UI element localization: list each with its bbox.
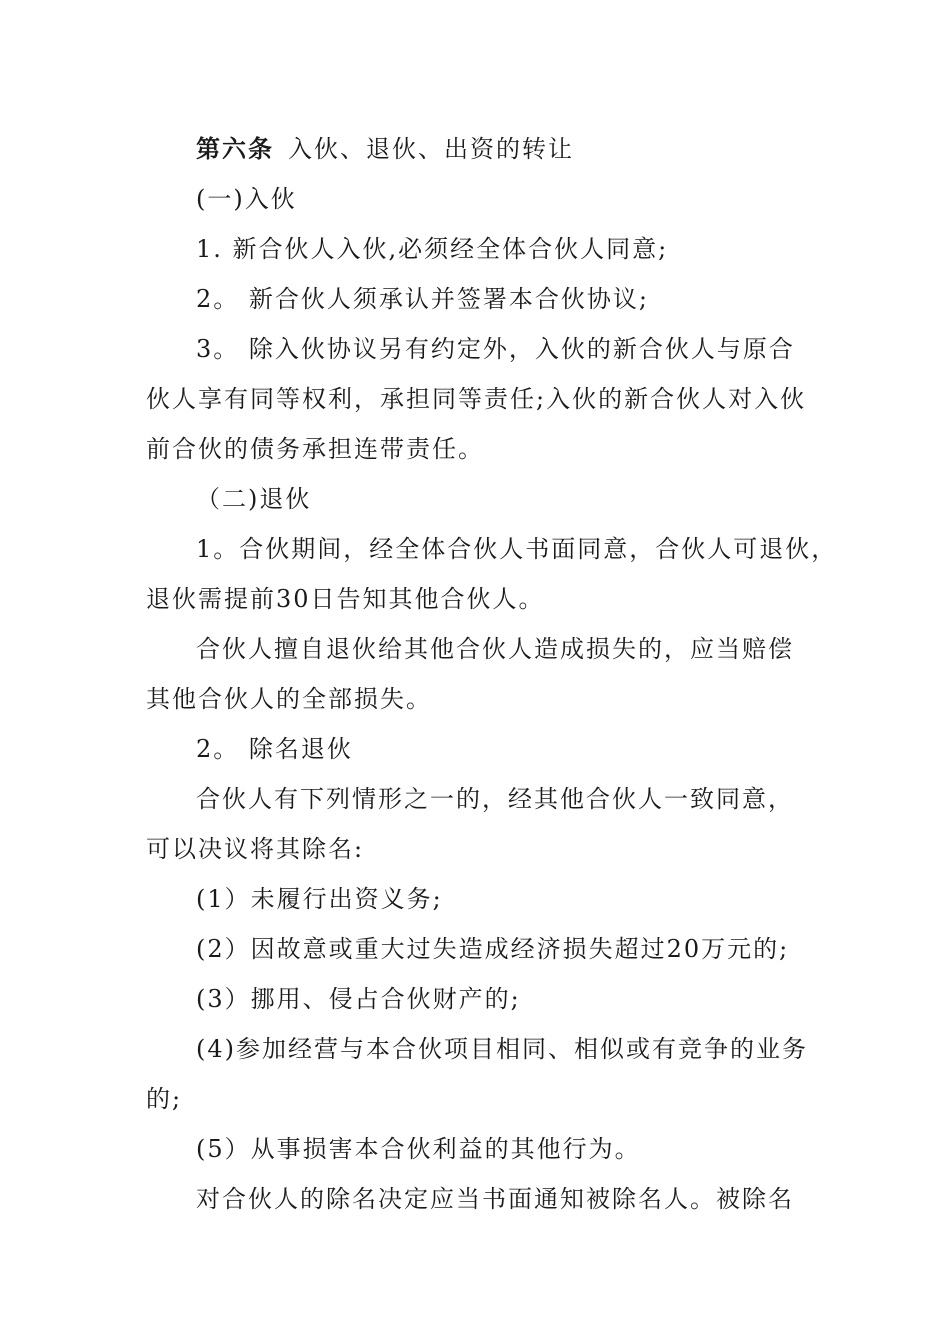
section-heading-withdraw: （二)退伙 [196,485,312,513]
list-item: (2）因故意或重大过失造成经济损失超过20万元的; [196,935,790,963]
paragraph-line: 1。合伙期间，经全体合伙人书面同意，合伙人可退伙， [196,535,838,563]
paragraph-line: 可以决议将其除名: [146,835,365,863]
paragraph-line: 对合伙人的除名决定应当书面通知被除名人。被除名 [196,1185,794,1213]
subsection-heading-removal: 2。 除名退伙 [196,735,353,763]
paragraph-line: 1. 新合伙人入伙,必须经全体合伙人同意; [196,235,669,263]
list-item-continuation: 的; [146,1085,183,1113]
article-number: 第六条 [196,134,274,163]
paragraph-line: 3。 除入伙协议另有约定外，入伙的新合伙人与原合 [196,335,795,363]
list-item: (5）从事损害本合伙利益的其他行为。 [196,1135,641,1163]
list-item: (3）挪用、侵占合伙财产的; [196,985,521,1013]
section-heading-join: (一)入伙 [196,185,297,213]
article-heading [196,134,574,164]
paragraph-line: 合伙人有下列情形之一的，经其他合伙人一致同意， [196,785,794,813]
paragraph-line: 退伙需提前30日告知其他合伙人。 [146,585,545,613]
list-item: (4)参加经营与本合伙项目相同、相似或有竞争的业务 [196,1035,808,1063]
paragraph-line: 其他合伙人的全部损失。 [146,685,432,713]
paragraph-line: 前合伙的债务承担连带责任。 [146,435,484,463]
list-item: (1）未履行出资义务; [196,885,443,913]
article-title: 入伙、退伙、出资的转让 [288,135,574,163]
paragraph-line: 伙人享有同等权利，承担同等责任;入伙的新合伙人对入伙 [146,385,807,413]
paragraph-line: 合伙人擅自退伙给其他合伙人造成损失的，应当赔偿 [196,635,794,663]
paragraph-line: 2。 新合伙人须承认并签署本合伙协议; [196,285,649,313]
